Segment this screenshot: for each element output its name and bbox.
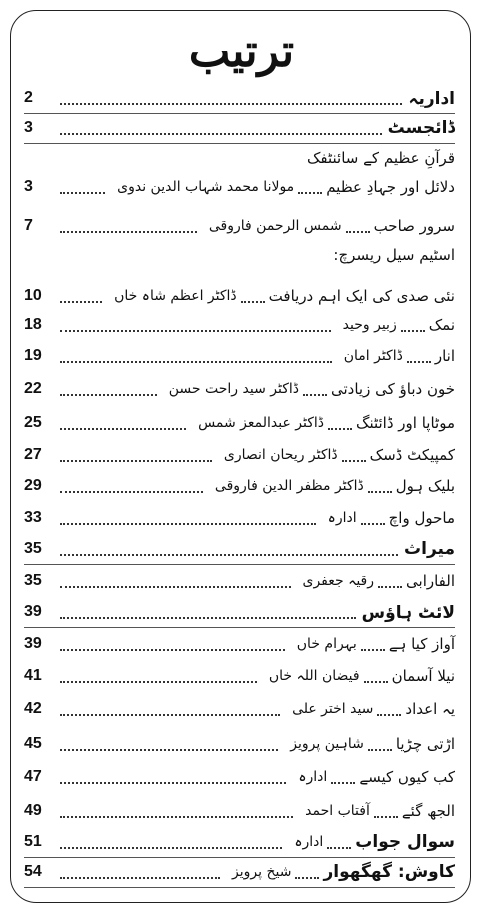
toc-title: سرور صاحب <box>373 217 455 235</box>
toc-author: ادارہ <box>298 769 328 785</box>
toc-author: ڈاکٹر مظفر الدین فاروقی <box>214 478 364 494</box>
toc-entry <box>24 567 455 595</box>
toc-entry <box>24 535 455 563</box>
toc-title: اڑتی چڑیا <box>395 735 455 753</box>
toc-title: انار <box>434 347 455 365</box>
dot-leader <box>60 231 197 233</box>
toc-section-title: ڈائجسٹ <box>387 118 455 138</box>
page-title: ترتیب <box>188 26 295 77</box>
toc-author: ڈاکٹر سید راحت حسن <box>168 381 299 397</box>
dot-leader <box>374 816 398 818</box>
dot-leader <box>346 231 370 233</box>
toc-page-number: 41 <box>24 667 42 684</box>
toc-author: سید اختر علی <box>292 701 374 717</box>
toc-page-number: 19 <box>24 347 42 364</box>
dot-leader <box>328 428 352 430</box>
dot-leader <box>60 460 212 462</box>
toc-title: یہ اعداد <box>405 700 455 718</box>
toc-page-number: 10 <box>24 287 42 304</box>
dot-leader <box>60 523 316 525</box>
toc-section-title: کاوش: گھگھوار <box>323 862 455 882</box>
toc-entry <box>24 858 455 886</box>
dot-leader <box>303 394 327 396</box>
toc-title: الجھ گئے <box>401 802 455 820</box>
toc-title: خون دباؤ کی زیادتی <box>331 380 455 398</box>
toc-entry <box>24 114 455 142</box>
dot-leader <box>377 714 401 716</box>
toc-page-number: 42 <box>24 700 42 717</box>
toc-section-title: لائٹ ہاؤس <box>361 602 455 623</box>
toc-page-number: 3 <box>24 178 33 195</box>
toc-title: الفارابی <box>406 572 455 590</box>
section-divider <box>24 627 455 628</box>
toc-author: رقیہ جعفری <box>302 573 375 589</box>
dot-leader <box>407 361 431 363</box>
toc-entry <box>24 282 455 310</box>
toc-entry <box>24 504 455 532</box>
toc-title: اسٹیم سیل ریسرچ: <box>333 246 455 264</box>
dot-leader <box>295 877 319 879</box>
dot-leader <box>361 523 385 525</box>
toc-entry <box>24 662 455 690</box>
toc-page-number: 35 <box>24 540 42 557</box>
dot-leader <box>60 361 332 363</box>
toc-author: شاہین پرویز <box>290 736 364 752</box>
dot-leader <box>60 192 105 194</box>
dot-leader <box>60 301 102 303</box>
toc-title: موٹاپا اور ڈائٹنگ <box>356 414 455 432</box>
toc-page-number: 35 <box>24 572 42 589</box>
toc-page-number: 3 <box>24 119 33 136</box>
dot-leader <box>241 301 265 303</box>
toc-entry <box>24 173 455 201</box>
toc-page-number: 2 <box>24 89 33 106</box>
toc-page-number: 29 <box>24 477 42 494</box>
toc-author: ڈاکٹر امان <box>343 348 403 364</box>
toc-entry <box>24 763 455 791</box>
section-divider <box>24 564 455 565</box>
toc-section-title: میراث <box>404 539 455 559</box>
toc-title: ماحول واچ <box>388 509 455 527</box>
toc-entry <box>24 630 455 658</box>
toc-page-number: 54 <box>24 863 42 880</box>
toc-entry <box>24 241 455 269</box>
toc-title: نیلا آسمان <box>391 667 455 685</box>
toc-page-number: 27 <box>24 446 42 463</box>
toc-author: ادارہ <box>327 510 357 526</box>
toc-page-number: 45 <box>24 735 42 752</box>
toc-author: زبیر وحید <box>342 317 397 333</box>
toc-page-number: 51 <box>24 833 42 850</box>
section-divider <box>24 887 455 888</box>
toc-entry <box>24 695 455 723</box>
dot-leader <box>60 103 402 105</box>
toc-title: بلیک ہول <box>395 477 455 495</box>
dot-leader <box>60 491 203 493</box>
dot-leader <box>401 330 425 332</box>
dot-leader <box>368 749 392 751</box>
toc-author: ادارہ <box>294 834 324 850</box>
dot-leader <box>331 782 355 784</box>
toc-entry <box>24 797 455 825</box>
dot-leader <box>342 460 366 462</box>
dot-leader <box>60 394 157 396</box>
toc-entry <box>24 342 455 370</box>
dot-leader <box>60 586 291 588</box>
toc-entry <box>24 409 455 437</box>
toc-page-number: 33 <box>24 509 42 526</box>
toc-page-number: 39 <box>24 603 42 620</box>
toc-entry <box>24 730 455 758</box>
toc-title: دلائل اور جہادِ عظیم <box>326 178 455 196</box>
toc-entry <box>24 144 455 172</box>
toc-section-title: سوال جواب <box>355 832 455 852</box>
dot-leader <box>60 714 280 716</box>
dot-leader <box>60 681 257 683</box>
dot-leader <box>60 847 282 849</box>
toc-author: آفتاب احمد <box>305 803 370 819</box>
dot-leader <box>60 782 286 784</box>
dot-leader <box>60 617 356 619</box>
toc-entry <box>24 472 455 500</box>
dot-leader <box>60 330 331 332</box>
toc-entry <box>24 828 455 856</box>
dot-leader <box>60 649 285 651</box>
toc-section-title: اداریہ <box>408 88 455 109</box>
dot-leader <box>378 586 402 588</box>
toc-page-number: 47 <box>24 768 42 785</box>
toc-title: نئی صدی کی ایک اہم دریافت <box>268 287 455 305</box>
toc-author: ڈاکٹر ریحان انصاری <box>223 447 338 463</box>
toc-title: نمک <box>428 316 455 334</box>
toc-entry <box>24 598 455 626</box>
toc-title: آواز کیا ہے <box>388 635 455 653</box>
dot-leader <box>368 491 392 493</box>
dot-leader <box>327 847 351 849</box>
toc-author: بہرام خاں <box>296 636 357 652</box>
toc-author: فیضان اللہ خاں <box>268 668 360 684</box>
toc-author: شمس الرحمن فاروقی <box>208 218 342 234</box>
toc-entry <box>24 84 455 112</box>
toc-title: کب کیوں کیسے <box>359 768 455 786</box>
toc-entry <box>24 212 455 240</box>
toc-page-number: 25 <box>24 414 42 431</box>
toc-page-number: 18 <box>24 316 42 333</box>
toc-title: کمپیکٹ ڈسک <box>369 446 455 464</box>
dot-leader <box>298 192 322 194</box>
dot-leader <box>60 877 220 879</box>
toc-author: ڈاکٹر اعظم شاہ خاں <box>114 288 237 304</box>
toc-page-number: 7 <box>24 217 33 234</box>
toc-entry <box>24 375 455 403</box>
toc-entry <box>24 311 455 339</box>
toc-author: شیخ پرویز <box>232 864 292 880</box>
toc-page-number: 49 <box>24 802 42 819</box>
toc-entry <box>24 441 455 469</box>
dot-leader <box>60 554 398 556</box>
toc-page-number: 39 <box>24 635 42 652</box>
dot-leader <box>60 428 186 430</box>
toc-page-number: 22 <box>24 380 42 397</box>
toc-title: قرآنِ عظیم کے سائنٹفک <box>306 149 455 167</box>
toc-author: مولانا محمد شہاب الدین ندوی <box>117 179 295 195</box>
toc-author: ڈاکٹر عبدالمعز شمس <box>198 415 325 431</box>
dot-leader <box>361 649 385 651</box>
dot-leader <box>364 681 388 683</box>
dot-leader <box>60 749 278 751</box>
dot-leader <box>60 133 382 135</box>
dot-leader <box>60 816 293 818</box>
